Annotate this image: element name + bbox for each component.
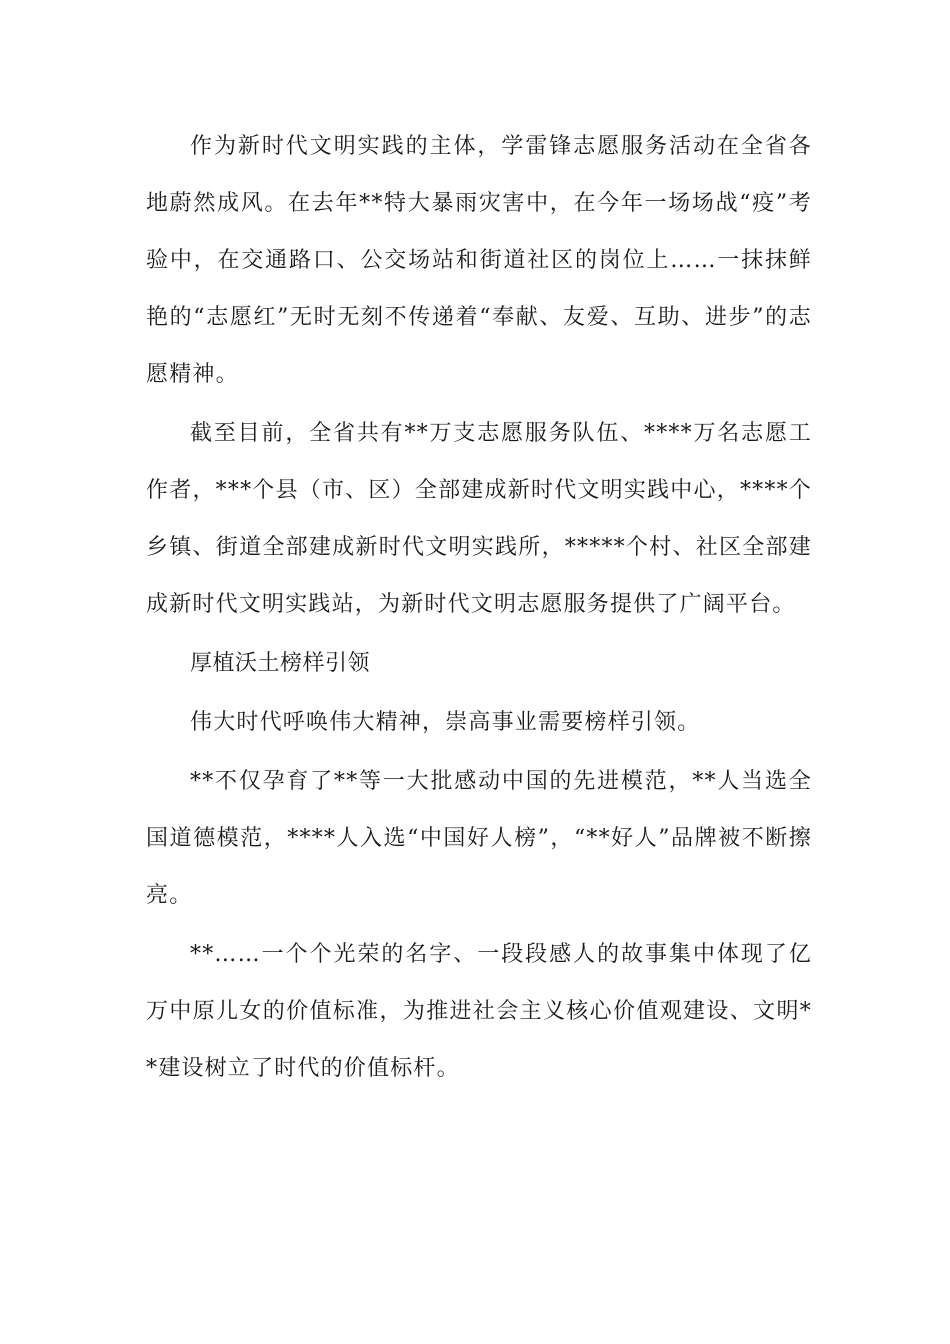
section-heading: 厚植沃土榜样引领 bbox=[190, 651, 371, 676]
paragraph-statistics: 截至目前，全省共有**万支志愿服务队伍、****万名志愿工作者，***个县（市、区）全部建成新时代文明实践中心，****个乡镇、街道全部建成新时代文明实践所，*****个村、社区全部建成新时代文明实践站，为新时代文明志愿服务提供了广阔平台。 bbox=[146, 421, 812, 617]
document-page bbox=[146, 118, 812, 1099]
paragraph-role-models-intro: 伟大时代呼唤伟大精神，崇高事业需要榜样引领。 bbox=[190, 710, 701, 735]
paragraph-value-standards: **……一个个光荣的名字、一段段感人的故事集中体现了亿万中原儿女的价值标准，为推进社会主义核心价值观建设、文明**建设树立了时代的价值标杆。 bbox=[146, 942, 812, 1081]
paragraph-volunteer-service: 作为新时代文明实践的主体，学雷锋志愿服务活动在全省各地蔚然成风。在去年**特大暴雨灾害中，在今年一场场战“疫”考验中，在交通路口、公交场站和街道社区的岗位上……一抹抹鲜艳的“志愿红”无时无刻不传递着“奉献、友爱、互助、进步”的志愿精神。 bbox=[146, 134, 812, 387]
paragraph-role-models: **不仅孕育了**等一大批感动中国的先进模范，**人当选全国道德模范，****人入选“中国好人榜”，“**好人”品牌被不断擦亮。 bbox=[146, 769, 812, 908]
